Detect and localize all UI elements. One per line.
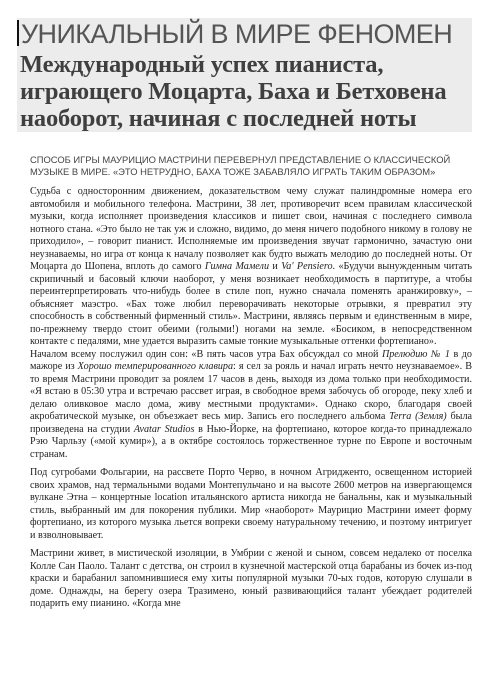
emphasis-text: Хорошо темперированного клавира [77,361,234,372]
emphasis-text: Avatar Studios [133,423,195,435]
paragraph [30,467,472,542]
emphasis-text: Terra (Земля) [389,411,447,422]
body-text: была произведена на студии [30,411,472,435]
emphasis-text: Гимна Мамели [204,261,270,272]
page-title: УНИКАЛЬНЫЙ В МИРЕ ФЕНОМЕН [21,19,453,49]
emphasis-text: Va' Pensiero [281,261,333,272]
body-text: Судьба с односторонним движением, доказательством чему служат палиндромные номера его автомобиля и мобильного телефона. Мастрини, 38 лет, противоречит всем правилам классической музыки, когда исполняет произведения классиков и пишет свои, начиная с последнего символа нотного стана. «Это было не так уж и сложно, видимо, до меня ничего подобного никому в голову не приходило», – говорит пианист. Исполняемые им произведения звучат гармонично, зачастую они неузнаваемы, но игра от конца к началу позволяет как будто выжать мелодию до последней ноты. От Моцарта до Шопена, вплоть до самого [30,186,472,272]
body-text: : я сел за рояль и начал играть нечто неузнаваемое». В то время Мастрини проводит за роялем 17 часов в день, выходя из дома только при необходимости. «Я встаю в 05:30 утра и встречаю рассвет играя, в свободное время забочусь об огороде, пеку хлеб и делаю оливковое масло дома, живу местными продуктами». Однако скоро, благодаря своей акробатической музыке, он объезжает весь мир. Запись его последнего альбома [30,361,472,422]
body-text: Под сугробами Фольгарии, на рассвете Порто Черво, в ночном Агридженто, освещенном историей своих храмов, над термальными водами Монтепульчано и на высоте 2600 метров на извергающемся вулкане Этна – концертные location итальянского артиста никогда не банальны, как и музыкальный стиль, выбранный им для покорения публики. Мир «наоборот» Маурицио Мастрини имеет форму фортепиано, из которого музыка льется вопреки своему натуральному течению, и поэтому интригует и взволновывает. [30,467,472,541]
article-body [30,186,472,611]
paragraph [30,186,472,349]
article-lead: СПОСОБ ИГРЫ МАУРИЦИО МАСТРИНИ ПЕРЕВЕРНУЛ ПРЕДСТАВЛЕНИЕ О КЛАССИЧЕСКОЙ МУЗЫКЕ В МИРЕ. «ЭТО НЕТРУДНО, БАХА ТОЖЕ ЗАБАВЛЯЛО ИГРАТЬ ТАКИМ ОБРАЗОМ» [30,154,451,177]
text-cursor [17,20,19,46]
paragraph [30,548,472,611]
body-text: Мастрини живет, в мистической изоляции, в Умбрии с женой и сыном, совсем недалеко от поселка Колле Сан Паоло. Талант с детства, он строил в кузнечной мастерской отца барабаны из бочек из-под краски и барабанил запомнившиеся ему хиты популярной музыки 70-ых годов, которую слушали в доме. Однажды, на берегу озера Тразимено, юный развивающийся талант убеждает родителей подарить ему пианино. «Когда мне [30,548,472,609]
article-subtitle: Международный успех пианиста, играющего Моцарта, Баха и Бетховена наоборот, начиная с последней ноты [20,51,447,132]
body-text: и [269,261,282,272]
emphasis-text: Прелюдию № 1 [381,348,450,360]
body-text: . «Будучи вынужденным читать скрипичный и басовый ключи наоборот, у меня возникает необходимость в партитуре, а чтобы переинтерпретировать что-нибудь более в стиле поп, нужно сначала поменять аранжировку», – объясняет маэстро. «Бах тоже любил переворачивать некоторые отрывки, я превратил эту способность в собственный фирменный стиль». Мастрини, являясь первым и единственным в мире, по-прежнему твердо стоит обеими (голыми!) ногами на земле. «Босиком, в непосредственном контакте с педалями, мне удается выразить самые тонкие музыкальные оттенки фортепиано». [30,261,472,347]
body-text: Началом всему послужил один сон: «В пять часов утра Бах обсуждал со мной [30,348,382,360]
body-text: в Нью-Йорке, на фортепиано, которое когда-то принадлежало Рэю Чарльзу («мой кумир»), а в октябре состоялось торжественное турне по Европе и восточным странам. [30,423,472,460]
body-text: в до мажоре из [30,348,472,372]
paragraph [30,349,472,462]
